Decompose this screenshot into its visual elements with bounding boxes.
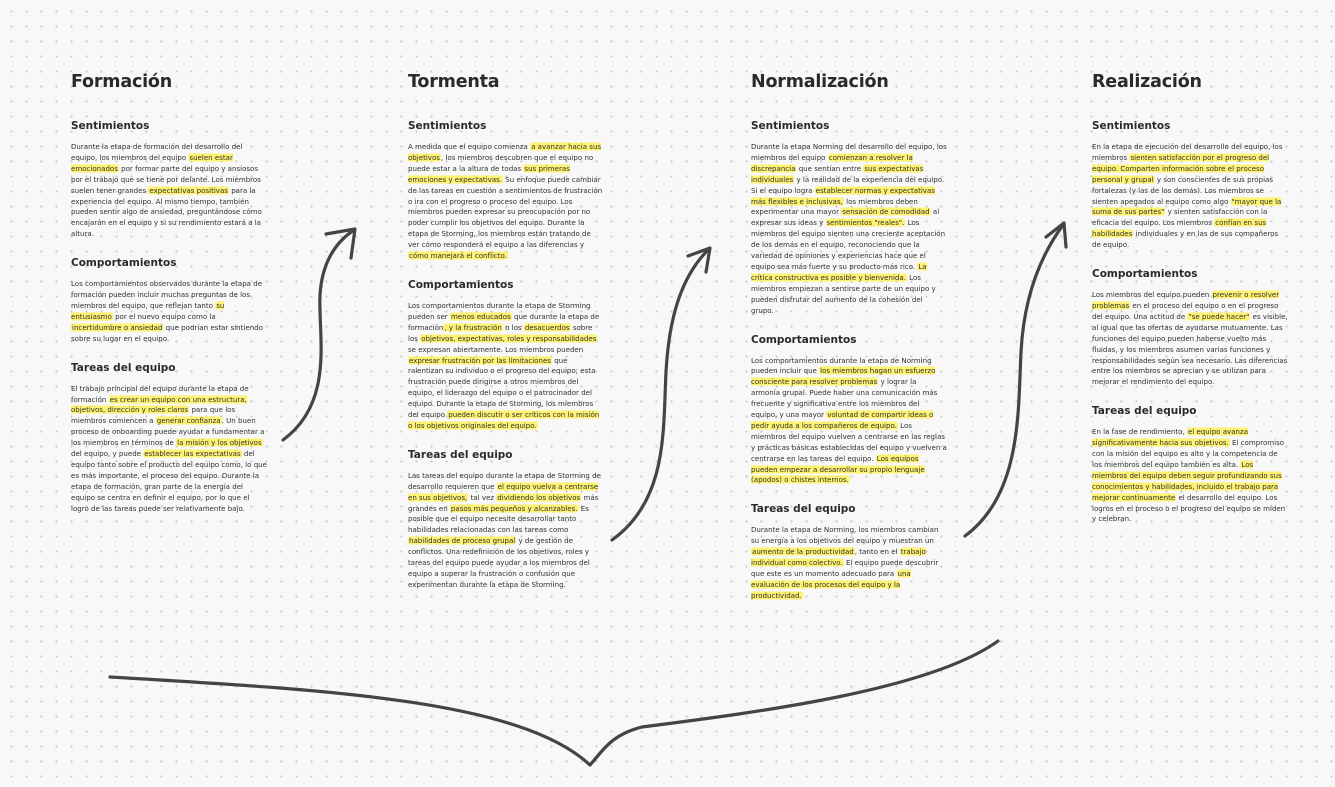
highlighted-text: menos educados [450, 311, 511, 321]
highlighted-text: sus expectativas individuales [751, 163, 924, 184]
highlighted-text: a avanzar hacia sus objetivos [408, 142, 602, 162]
highlighted-text: expectativas positivas [149, 185, 228, 195]
text-run: por formar parte del equipo y ansiosos por el trabajo que se tiene por delante. Los miembros suelen tener grandes [71, 163, 261, 195]
column-title: Formación [71, 72, 172, 92]
section-text [1092, 427, 1288, 525]
highlighted-text: una evaluación de los procesos del equipo y la productividad. [751, 569, 911, 600]
highlighted-text: incertidumbre o ansiedad [72, 322, 163, 332]
highlighted-text: comienzan a resolver la discrepancia [751, 152, 913, 173]
text-run: y lograr la armonía grupal. Puede haber una comunicación más frecuente y significativa entre los miembros del equipo, y una mayor [751, 377, 938, 420]
text-run: y sienten satisfacción con la eficacia del equipo. Los miembros [1092, 207, 1268, 228]
text-run: y la realidad de la experiencia del equipo. Si el equipo logra [751, 174, 945, 195]
highlighted-text: Los miembros del equipo deben seguir profundizando sus conocimientos y habilidades, incluido el trabajo para mejorar continuamente [1092, 459, 1282, 502]
highlighted-text: sensación de comodidad [842, 207, 930, 217]
text-run: El equipo puede descubrir que este es un momento adecuado para [751, 558, 939, 578]
highlighted-text: el equipo vuelva a centrarse en sus objetivos, [408, 481, 599, 502]
section-sentimientos [1092, 120, 1288, 251]
highlighted-text: su entusiasmo [71, 300, 225, 321]
text-run: Los miembros del equipo sienten una creciente aceptación de los demás en el equipo, reconociendo que la variedad de opiniones y experiencias hace que el equipo sea más fuerte y su producto más rico. [751, 218, 946, 271]
text-run: y son conscientes de sus propias fortalezas (y las de los demás). Los miembros se sienten apegados al equipo como algo [1092, 174, 1274, 206]
bottom-brace [110, 641, 998, 765]
section-heading: Tareas del equipo [751, 503, 856, 516]
section-heading: Comportamientos [751, 333, 857, 346]
text-run: en el proceso del equipo o en el progreso del equipo. Una actitud de [1092, 300, 1279, 321]
section-heading: Sentimientos [1092, 120, 1171, 132]
highlighted-text: voluntad de compartir ideas o pedir ayuda a los compañeros de equipo. [751, 410, 934, 430]
column-formacion [71, 72, 267, 531]
section-heading: Sentimientos [71, 120, 150, 132]
highlighted-text: , y la frustración [444, 322, 502, 332]
arrow-tormenta-to-normalizacion[interactable] [612, 248, 710, 540]
text-run: los miembros deben experimentar una mayor [751, 196, 918, 217]
section-text [71, 279, 267, 344]
column-title: Tormenta [408, 72, 500, 92]
text-run: Los miembros del equipo vuelven a centrarse en las reglas y prácticas básicas establecidas del equipo y vuelven a centrarse en las tareas del equipo. [751, 420, 947, 463]
text-run: Los comportamientos durante la etapa de Norming pueden incluir que [751, 355, 932, 376]
highlighted-text: objetivos, expectativas, roles y responsabilidades [421, 333, 597, 343]
text-run: o los [502, 322, 524, 332]
highlighted-text: "mayor que la suma de sus partes" [1092, 196, 1282, 217]
highlighted-text: sentimientos "reales". [826, 218, 905, 228]
highlighted-text: los miembros hagan un esfuerzo consciente para resolver problemas [751, 366, 936, 387]
column-realizacion [1092, 72, 1288, 542]
section-heading: Sentimientos [751, 120, 830, 132]
highlighted-text: La crítica constructiva es posible y bienvenida. [751, 261, 927, 282]
section-heading: Tareas del equipo [71, 361, 176, 374]
section-sentimientos [751, 120, 947, 317]
text-run: sobre los [408, 322, 593, 343]
text-run: El trabajo principal del equipo durante la etapa de formación [71, 383, 249, 404]
text-run: Los comportamientos observados durante la etapa de formación pueden incluir muchas preguntas de los miembros del equipo, que reflejan tanto [71, 279, 263, 310]
section-text [408, 471, 604, 591]
text-run: En la fase de rendimiento, [1092, 427, 1187, 437]
text-run: , tanto en el [854, 547, 900, 557]
text-run: Las tareas del equipo durante la etapa de Storming de desarrollo requieren que [408, 470, 601, 491]
section-text [1092, 290, 1288, 388]
highlighted-text: aumento de la productividad [752, 547, 854, 557]
section-tareas-del-equipo [71, 362, 267, 515]
highlighted-text: la misión y los objetivos [177, 438, 262, 448]
highlighted-text: expresar frustración por las limitaciones [409, 355, 551, 365]
text-run: que ralentizan su individuo o el progreso del equipo; esta frustración puede dirigirse a otros miembros del equipo, el liderazgo del equipo o el patrocinador del equipo. Durante la etapa de Storming, los miembros del equipo [408, 355, 596, 420]
section-comportamientos [71, 257, 267, 344]
highlighted-text: desacuerdos [524, 322, 570, 332]
text-run: individuales y en las de sus compañeros de equipo. [1092, 229, 1279, 250]
text-run: , los miembros descubren que el equipo no puede estar a la altura de todas [408, 152, 594, 173]
section-text [408, 301, 604, 432]
highlighted-text: habilidades de proceso grupal [409, 536, 516, 546]
text-run: El compromiso con la misión del equipo es alto y la competencia de los miembros del equipo también es alta. [1092, 438, 1285, 469]
section-comportamientos [751, 334, 947, 487]
text-run: que sentían entre [796, 163, 864, 173]
column-title: Realización [1092, 72, 1202, 92]
highlighted-text: pueden discutir o ser críticos con la misión o los objetivos originales del equipo. [408, 410, 600, 430]
section-heading: Sentimientos [408, 120, 487, 132]
text-run: y de gestión de conflictos. Una redefinición de los objetivos, roles y tareas del equipo puede ayudar a los miembros del equipo a superar la frustración o confusión que experimentan durante la etapa de Storming. [408, 536, 590, 589]
highlighted-text: dividiendo los objetivos [497, 492, 581, 502]
text-run: del equipo, y puede [71, 449, 144, 459]
section-comportamientos [408, 279, 604, 432]
column-tormenta [408, 72, 604, 608]
text-run: Durante la etapa de formación del desarrollo del equipo, los miembros del equipo [71, 142, 243, 162]
highlighted-text: sus primeras emociones y expectativas. [408, 163, 570, 184]
highlighted-text: trabajo individual como colectivo. [751, 547, 926, 568]
highlighted-text: es crear un equipo con una estructura, objetivos, dirección y roles claros [71, 394, 247, 415]
arrow-formacion-to-tormenta[interactable] [283, 229, 355, 440]
text-run: que podrían estar sintiendo sobre su lugar en el equipo. [71, 322, 263, 343]
section-text [751, 356, 947, 487]
section-sentimientos [408, 120, 604, 262]
section-heading: Tareas del equipo [408, 448, 513, 461]
text-run: para que los miembros comiencen a [71, 405, 236, 426]
text-run: es visible, al igual que las ofertas de ayudarse mutuamente. Las funciones del equipo pueden haberse vuelto más fluidas, y los miembros asumen varias funciones y responsabilidades según sea necesario. Las diferencias entre los miembros se aprecian y se utilizan para mejorar el rendimiento del equipo. [1092, 311, 1288, 387]
highlighted-text: sienten satisfacción por el progreso del equipo. Comparten información sobre el proceso personal y grupal [1092, 152, 1270, 184]
text-run: del equipo tanto sobre el producto del equipo como, lo que es más importante, el proceso del equipo. Durante la etapa de formación, gran parte de la energía del equipo se centra en definir el equipo, por lo que el logro de las tareas puede ser relativamente bajo. [71, 449, 267, 513]
section-text [408, 142, 604, 262]
section-tareas-del-equipo [751, 503, 947, 601]
text-run: Es posible que el equipo necesite desarrollar tanto habilidades relacionadas con las tareas como [408, 503, 589, 535]
section-text [751, 142, 947, 317]
text-run: al expresar sus ideas y [751, 207, 940, 228]
text-run: Durante la etapa Norming del desarrollo del equipo, los miembros del equipo [751, 142, 947, 162]
section-heading: Tareas del equipo [1092, 405, 1197, 418]
section-tareas-del-equipo [408, 449, 604, 591]
highlighted-text: Los equipos pueden empezar a desarrollar su propio lenguaje (apodos) o chistes internos. [751, 453, 925, 485]
highlighted-text: "se puede hacer" [1188, 311, 1250, 321]
section-comportamientos [1092, 268, 1288, 388]
section-heading: Comportamientos [1092, 268, 1198, 281]
text-run: Durante la etapa de Norming, los miembros cambian su energía a los objetivos del equipo y muestran un [751, 525, 939, 546]
section-text [71, 142, 267, 240]
highlighted-text: prevenir o resolver problemas [1092, 290, 1280, 310]
text-run: por el nuevo equipo como la [112, 311, 216, 321]
highlighted-text: generar confianza [156, 416, 221, 426]
highlighted-text: suelen estar emocionados [71, 152, 233, 173]
text-run: A medida que el equipo comienza [408, 142, 531, 151]
section-tareas-del-equipo [1092, 405, 1288, 525]
section-text [751, 525, 947, 601]
text-run: se expresan abiertamente. Los miembros pueden [408, 344, 584, 354]
section-text [71, 384, 267, 515]
section-heading: Comportamientos [71, 257, 177, 270]
text-run: más grandes en [408, 492, 599, 513]
column-title: Normalización [751, 72, 889, 92]
text-run: Los miembros del equipo pueden [1092, 290, 1212, 300]
text-run: En la etapa de ejecución del desarrollo del equipo, los miembros [1092, 142, 1283, 162]
section-heading: Comportamientos [408, 278, 514, 291]
text-run: para la experiencia del equipo. Al mismo tiempo, también pueden sentir algo de ansiedad, preguntándose cómo encajarán en el equipo y si su rendimiento estará a la altura. [71, 185, 262, 239]
text-run: tal vez [468, 492, 497, 502]
section-text [1092, 142, 1288, 251]
text-run: el desarrollo del equipo. Los logros en el proceso o el progreso del equipo se miden y celebran. [1092, 492, 1286, 524]
highlighted-text: cómo manejará el conflicto. [409, 251, 507, 261]
highlighted-text: establecer normas y expectativas más flexibles e inclusivas, [751, 185, 935, 206]
text-run: . Un buen proceso de onboarding puede ayudar a fundamentar a los miembros en términos de [71, 416, 265, 448]
highlighted-text: pasos más pequeños y alcanzables. [450, 503, 578, 513]
section-sentimientos [71, 120, 267, 240]
highlighted-text: establecer las expectativas [144, 449, 241, 459]
text-run: Los miembros empiezan a sentirse parte de un equipo y pueden disfrutar del aumento de la cohesión del grupo. [751, 272, 936, 315]
text-run: que durante la etapa de formación [408, 311, 600, 332]
column-normalizacion [751, 72, 947, 619]
arrow-normalizacion-to-realizacion[interactable] [965, 223, 1066, 536]
highlighted-text: confían en sus habilidades [1092, 218, 1267, 239]
text-run: Los comportamientos durante la etapa de Storming pueden ser [408, 300, 591, 321]
text-run: Su enfoque puede cambiar de las tareas en cuestión a sentimientos de frustración o ira con el progreso o proceso del equipo. Los miembros pueden expresar su preocupación por no poder cumplir los objetivos del equipo. Durante la etapa de Storming, los miembros están tratando de ver cómo responderá el equipo a las diferencias y [408, 174, 603, 250]
highlighted-text: el equipo avanza significativamente hacia sus objetivos. [1092, 427, 1249, 448]
